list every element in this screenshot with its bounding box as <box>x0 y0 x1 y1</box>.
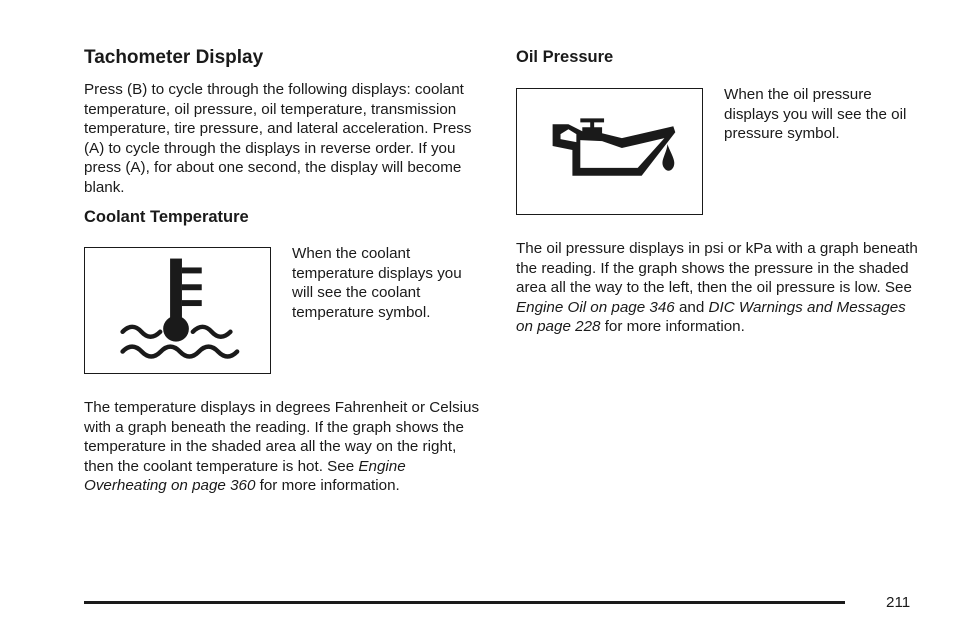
oil-pressure-icon-caption: When the oil pressure displays you will see the oil pressure symbol. <box>724 86 907 143</box>
coolant-temperature-icon <box>85 247 270 374</box>
subheading-coolant-temperature: Coolant Temperature <box>84 208 249 226</box>
subheading-oil-pressure: Oil Pressure <box>516 48 614 66</box>
tachometer-intro-paragraph: Press (B) to cycle through the following displays: coolant temperature, oil pressure, oil temperature, transmission temperature, tire pressure, and lateral acceleration. Press (A) to cycle through the displays in reverse order. If you press (A), for about one second, the display will become blank. <box>84 81 472 196</box>
oil-pressure-body-paragraph <box>516 239 922 337</box>
oil-pressure-icon <box>517 88 702 215</box>
coolant-body-text-end: for more information. <box>255 477 400 495</box>
coolant-temperature-icon-box <box>84 247 271 374</box>
coolant-icon-caption: When the coolant temperature displays you will see the coolant temperature symbol. <box>292 245 462 321</box>
oil-pressure-icon-box <box>516 88 703 215</box>
engine-oil-link[interactable]: Engine Oil on page 346 <box>516 298 675 316</box>
page-number: 211 <box>886 594 911 611</box>
oil-pressure-body-text-end: for more information. <box>600 318 745 336</box>
coolant-body-paragraph <box>84 398 489 496</box>
dic-warnings-link[interactable]: DIC Warnings and Messages on page 228 <box>516 298 906 336</box>
section-heading-tachometer-display: Tachometer Display <box>84 47 264 68</box>
oil-pressure-body-text: The oil pressure displays in psi or kPa with a graph beneath the reading. If the graph shows the pressure in the shaded area all the way to the left, then the oil pressure is low. See <box>516 240 918 297</box>
oil-pressure-body-connector: and <box>674 298 709 316</box>
coolant-body-text: The temperature displays in degrees Fahrenheit or Celsius with a graph beneath the reading. If the graph shows the temperature in the shaded area all the way on the right, then the coolant temperature is hot. See <box>84 399 480 475</box>
engine-overheating-link[interactable]: Engine Overheating on page 360 <box>84 457 406 495</box>
footer-rule <box>84 601 845 604</box>
